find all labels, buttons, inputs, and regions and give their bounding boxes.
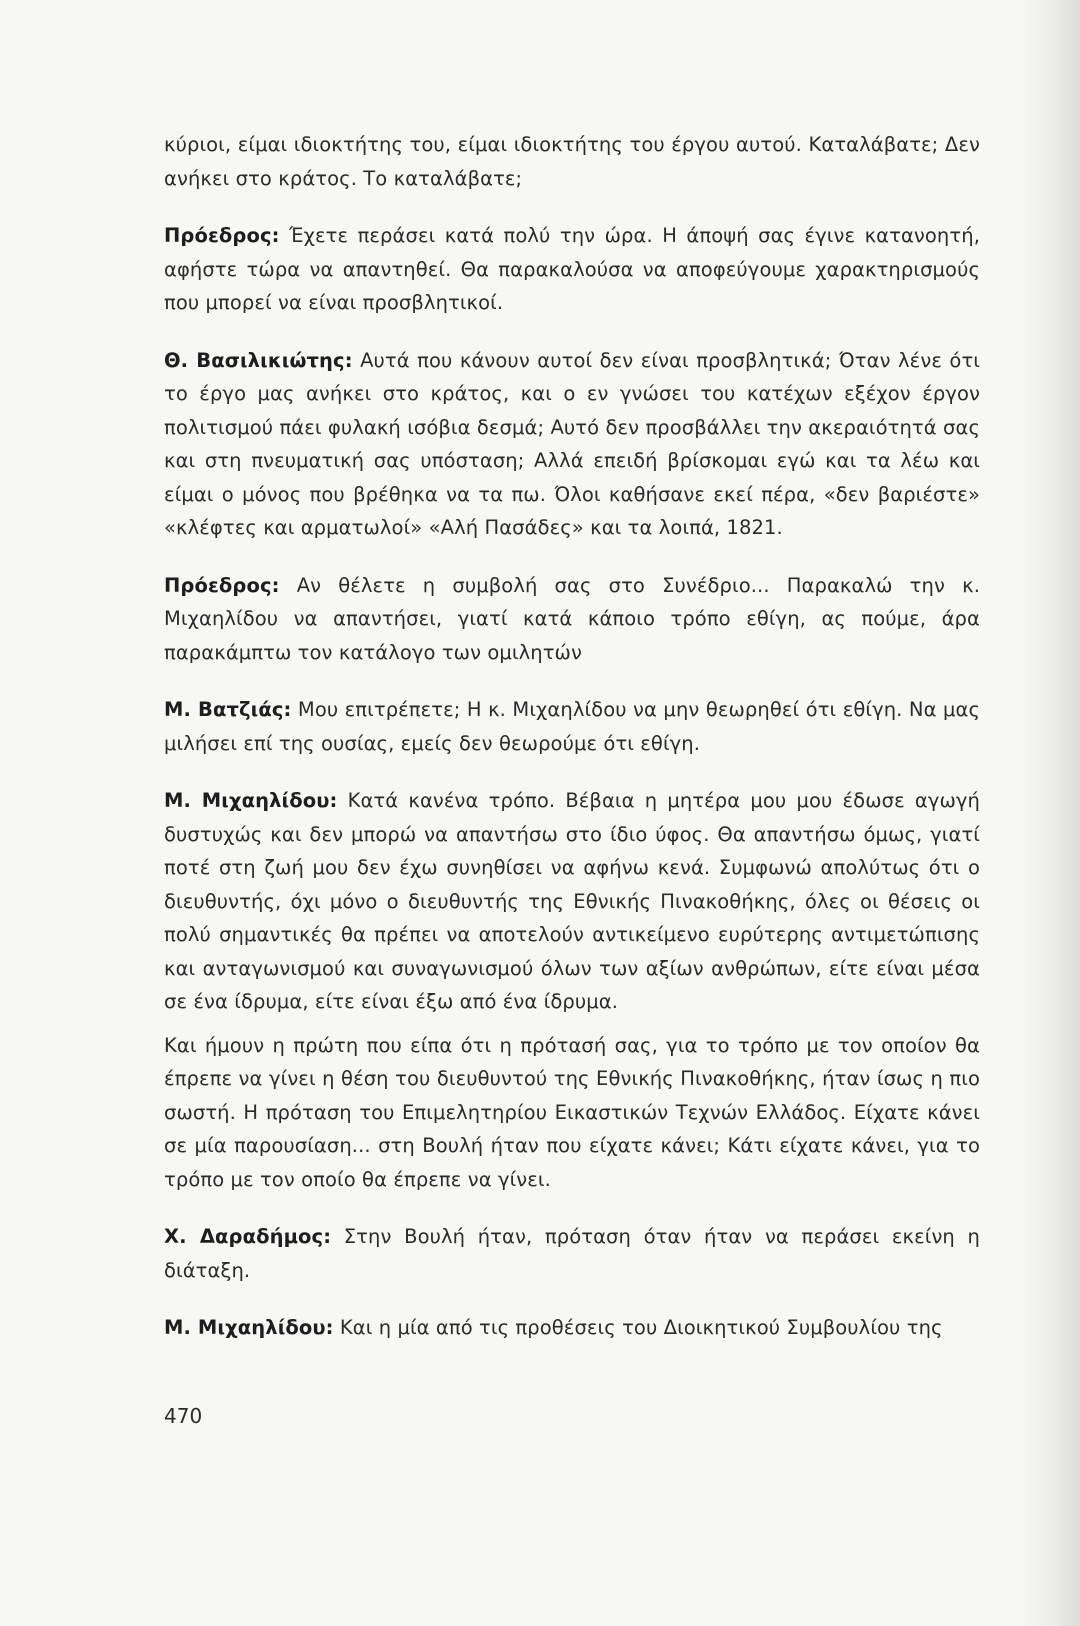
speaker-name: Πρόεδρος:: [164, 573, 280, 597]
document-body: [164, 128, 980, 1345]
paragraph-daradimos: [164, 1220, 980, 1287]
paragraph-text: Και ήμουν η πρώτη που είπα ότι η πρότασή σας, για το τρόπο με τον οποίον θα έπρεπε να γίνει η θέση του διευθυντού της Εθνικής Πινακοθήκης, ήταν ίσως η πιο σωστή. Η πρόταση του Επιμελητηρίου Εικαστικών Τεχνών Ελλάδος. Είχατε κάνει σε μία παρουσίαση... στη Βουλή ήταν που είχατε κάνει; Κάτι είχατε κάνει, για το τρόπο με τον οποίο θα έπρεπε να γίνει.: [164, 1033, 980, 1191]
paragraph-text: Μου επιτρέπετε; Η κ. Μιχαηλίδου να μην θεωρηθεί ότι εθίγη. Να μας μιλήσει επί της ουσίας, εμείς δεν θεωρούμε ότι εθίγη.: [164, 698, 980, 755]
paragraph-vatzias: [164, 693, 980, 760]
page-number: 470: [164, 1404, 203, 1428]
paragraph-text: Στην Βουλή ήταν, πρόταση όταν ήταν να περάσει εκείνη η διάταξη.: [164, 1225, 980, 1282]
speaker-name: Μ. Μιχαηλίδου:: [164, 1316, 334, 1339]
paragraph-text: Αυτά που κάνουν αυτοί δεν είναι προσβλητικά; Όταν λένε ότι το έργο μας ανήκει στο κράτος, και ο εν γνώσει του κατέχων εξέχον έργον πολιτισμού πάει φυλακή ισόβια δεσμά; Αυτό δεν προσβάλλει την ακεραιότητά σας και στη πνευματική σας υπόσταση; Αλλά επειδή βρίσκομαι εγώ και τα λέω και είμαι ο μόνος που βρέθηκα να τα πω. Όλοι καθήσανε εκεί πέρα, «δεν βαριέστε» «κλέφτες και αρματωλοί» «Αλή Πασάδες» και τα λοιπά, 1821.: [164, 348, 980, 539]
page-edge-shadow: [1020, 0, 1080, 1626]
paragraph-text: Αν θέλετε η συμβολή σας στο Συνέδριο... Παρακαλώ την κ. Μιχαηλίδου να απαντήσει, γιατί κατά κάποιο τρόπο εθίγη, ας πούμε, άρα παρακάμπτω τον κατάλογο των ομιλητών: [164, 573, 980, 664]
speaker-name: Θ. Βασιλικιώτης:: [164, 348, 353, 372]
paragraph-vasilikiotis: [164, 344, 980, 545]
paragraph-michailidou-1: [164, 784, 980, 1019]
paragraph-michailidou-continued: [164, 1029, 980, 1197]
paragraph-michailidou-2: [164, 1311, 980, 1345]
paragraph-president-1: [164, 219, 980, 320]
speaker-name: Πρόεδρος:: [164, 224, 280, 247]
paragraph-text: Κατά κανένα τρόπο. Βέβαια η μητέρα μου μου έδωσε αγωγή δυστυχώς και δεν μπορώ να απαντήσω στο ίδιο ύφος. Θα απαντήσω όμως, γιατί ποτέ στη ζωή μου δεν έχω συνηθίσει να αφήνω κενά. Συμφωνώ απολύτως ότι ο διευθυντής, όχι μόνο ο διευθυντής της Εθνικής Πινακοθήκης, όλες οι θέσεις οι πολύ σημαντικές θα πρέπει να αποτελούν αντικείμενο ευρύτερης αντιμετώπισης και ανταγωνισμού και συναγωνισμού όλων των αξίων ανθρώπων, είτε είναι μέσα σε ένα ίδρυμα, είτε είναι έξω από ένα ίδρυμα.: [164, 789, 980, 1013]
speaker-name: Μ. Βατζιάς:: [164, 698, 292, 721]
paragraph-president-2: [164, 569, 980, 670]
speaker-name: Μ. Μιχαηλίδου:: [164, 789, 338, 812]
speaker-name: Χ. Δαραδήμος:: [164, 1225, 332, 1248]
paragraph-text: κύριοι, είμαι ιδιοκτήτης του, είμαι ιδιοκτήτης του έργου αυτού. Καταλάβατε; Δεν ανήκει στο κράτος. Το καταλάβατε;: [164, 133, 980, 190]
paragraph-text: Έχετε περάσει κατά πολύ την ώρα. Η άποψή σας έγινε κατανοητή, αφήστε τώρα να απαντηθεί. Θα παρακαλούσα να αποφεύγουμε χαρακτηρισμούς που μπορεί να είναι προσβλητικοί.: [164, 224, 980, 314]
paragraph-text: Και η μία από τις προθέσεις του Διοικητικού Συμβουλίου της: [339, 1316, 943, 1339]
paragraph-continuation: [164, 128, 980, 195]
